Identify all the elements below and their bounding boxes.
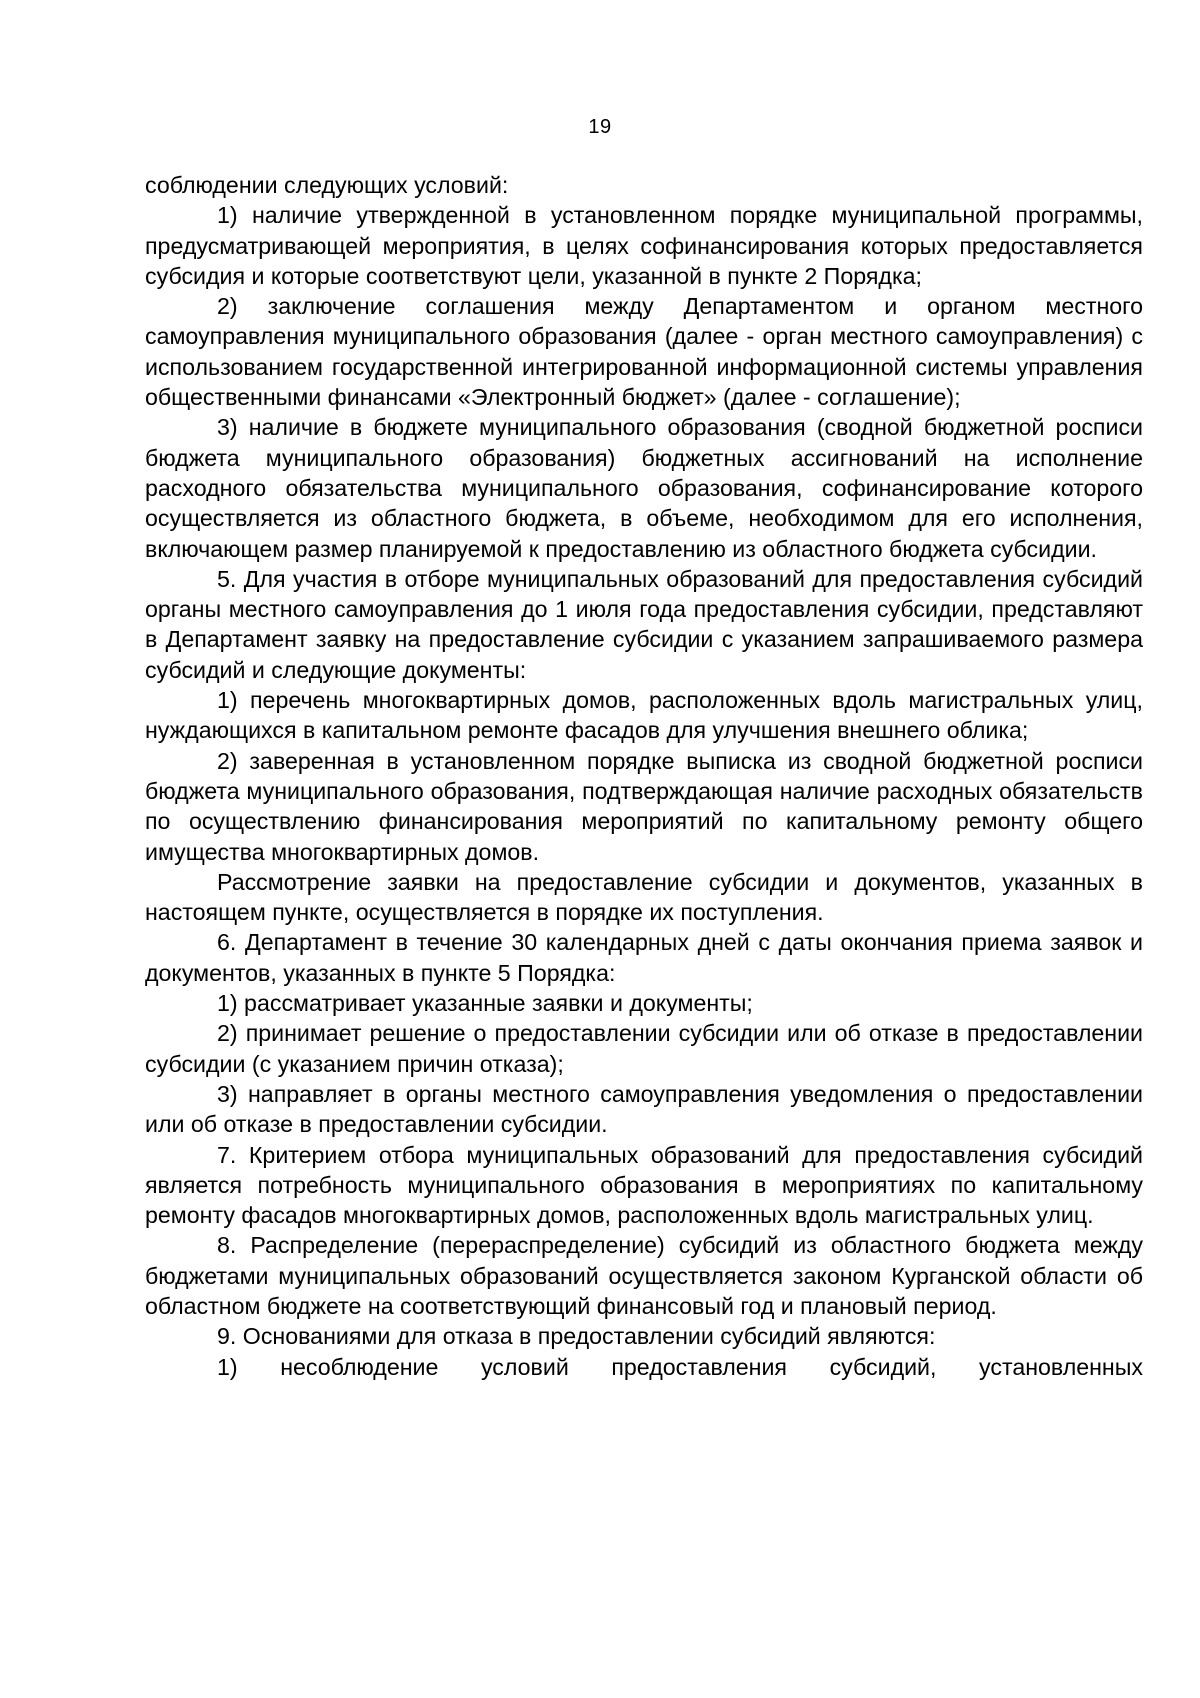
- paragraph: 1) рассматривает указанные заявки и документы;: [217, 990, 753, 1017]
- document-body: [145, 170, 1143, 1382]
- paragraph: 7. Критерием отбора муниципальных образований для предоставления субсидий является потребность муниципального образования в мероприятиях по капитальному ремонту фасадов многоквартирных домов, расположенных вдоль магистральных улиц.: [145, 1141, 1143, 1229]
- paragraph: 8. Распределение (перераспределение) субсидий из областного бюджета между бюджетами муниципальных образований осуществляется законом Курганской области об областном бюджете на соответствующий финансовый год и плановый период.: [145, 1232, 1143, 1319]
- paragraph: соблюдении следующих условий:: [145, 172, 509, 198]
- paragraph: 2) заключение соглашения между Департаментом и органом местного самоуправления муниципального образования (далее - орган местного самоуправления) с использованием государственной интегрированной информационной системы управления общественными финансами «Электронный бюджет» (далее - соглашение);: [145, 293, 1143, 411]
- paragraph: 3) направляет в органы местного самоуправления уведомления о предоставлении или об отказе в предоставлении субсидии.: [145, 1080, 1143, 1138]
- paragraph: 6. Департамент в течение 30 календарных дней с даты окончания приема заявок и документов, указанных в пункте 5 Порядка:: [145, 929, 1143, 986]
- paragraph: 2) принимает решение о предоставлении субсидии или об отказе в предоставлении субсидии (с указанием причин отказа);: [145, 1020, 1143, 1077]
- paragraph: 3) наличие в бюджете муниципального образования (сводной бюджетной росписи бюджета муниципального образования) бюджетных ассигнований на исполнение расходного обязательства муниципального образования, софинансирование которого осуществляется из областного бюджета, в объеме, необходимом для его исполнения, включающем размер планируемой к предоставлению из областного бюджета субсидии.: [145, 414, 1143, 562]
- paragraph: Рассмотрение заявки на предоставление субсидии и документов, указанных в настоящем пункте, осуществляется в порядке их поступления.: [145, 868, 1143, 926]
- paragraph: 9. Основаниями для отказа в предоставлении субсидий являются:: [217, 1323, 936, 1350]
- paragraph: 1) наличие утвержденной в установленном порядке муниципальной программы, предусматривающей мероприятия, в целях софинансирования которых предоставляется субсидия и которые соответствуют цели, указанной в пункте 2 Порядка;: [145, 202, 1143, 289]
- paragraph: 5. Для участия в отборе муниципальных образований для предоставления субсидий органы местного самоуправления до 1 июля года предоставления субсидии, представляют в Департамент заявку на предоставление субсидии с указанием запрашиваемого размера субсидий и следующие документы:: [145, 565, 1143, 683]
- paragraph: 1) перечень многоквартирных домов, расположенных вдоль магистральных улиц, нуждающихся в капитальном ремонте фасадов для улучшения внешнего облика;: [145, 687, 1143, 744]
- paragraph: 1) несоблюдение условий предоставления субсидий, установленных: [217, 1353, 1143, 1380]
- paragraph: 2) заверенная в установленном порядке выписка из сводной бюджетной росписи бюджета муниципального образования, подтверждающая наличие расходных обязательств по осуществлению финансирования мероприятий по капитальному ремонту общего имущества многоквартирных домов.: [145, 747, 1143, 865]
- page-number: 19: [588, 116, 612, 138]
